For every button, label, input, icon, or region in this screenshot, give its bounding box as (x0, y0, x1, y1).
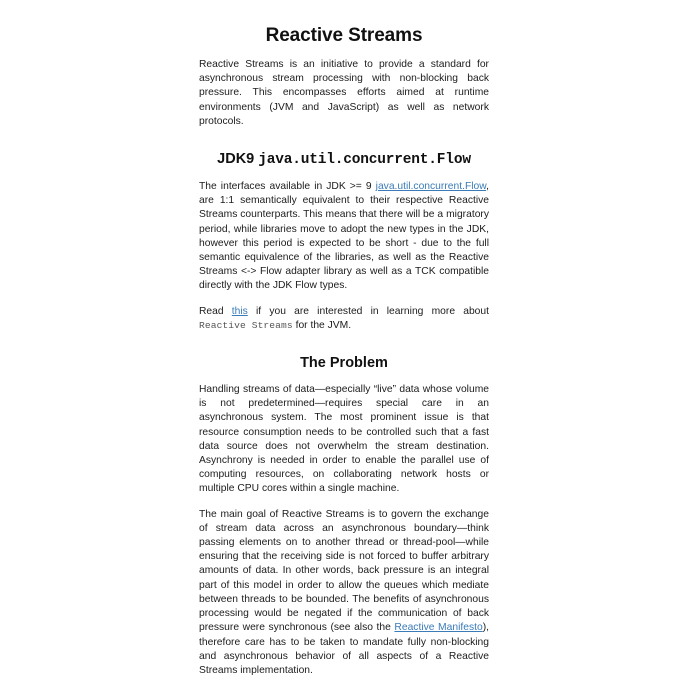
intro-paragraph: Reactive Streams is an initiative to provide a standard for asynchronous stream processing with non-blocking back pressure. This encompasses efforts aimed at runtime environments (JVM and JavaScript) as well as network protocols. (199, 59, 489, 127)
document-content-column (199, 0, 489, 678)
section-heading-mono-code: java.util.concurrent.Flow (258, 152, 471, 169)
read-more-part2: if you are interested in learning more about (247, 305, 489, 317)
inline-code-reactive-streams: Reactive Streams (199, 319, 293, 331)
problem-paragraph-2-part1: The main goal of Reactive Streams is to govern the exchange of stream data across an asynchronous boundary—think passing elements on to another thread or thread-pool—while ensuring that the receiving side is not forced to buffer arbitrary amounts of data. In other words, back pressure is an integral part of this model in order to allow the queues which mediate between threads to be bounded. The benefits of asynchronous processing would be negated if the communication of back pressure were synchronous (see also the (199, 508, 489, 634)
read-this-link[interactable]: this (231, 305, 248, 317)
read-more-paragraph (199, 294, 489, 333)
jdk9-paragraph (199, 170, 489, 294)
flow-api-link[interactable]: java.util.concurrent.Flow (375, 181, 487, 193)
section-heading-prefix: JDK9 (217, 151, 255, 168)
read-more-part1: Read (199, 305, 232, 317)
jdk9-paragraph-part1: The interfaces available in JDK >= 9 (199, 181, 376, 193)
problem-paragraph-2-part2: ), therefore care has to be taken to mandate fully non-blocking and asynchronous behavior of all aspects of a Reactive Streams implementation. (199, 622, 489, 676)
jdk9-paragraph-part2: , are 1:1 semantically equivalent to their respective Reactive Streams counterparts. This means that there will be a migratory period, while libraries move to adopt the new types in the JDK, however this period is expected to be short - due to the full semantic equivalence of the libraries, as well as the Reactive Streams <-> Flow adapter library as well as a TCK compatible directly with the JDK Flow types. (199, 181, 489, 292)
read-more-part3: for the JVM. (292, 319, 352, 331)
problem-paragraph-2 (199, 497, 489, 678)
section-heading-the-problem: The Problem (300, 355, 388, 372)
problem-paragraph-1: Handling streams of data—especially “live” data whose volume is not predetermined—requires special care in an asynchronous system. The most prominent issue is that resource consumption needs to be controlled such that a fast data source does not overwhelm the stream destination. Asynchrony is needed in order to enable the parallel use of computing resources, on collaborating network hosts or multiple CPU cores within a single machine. (199, 384, 489, 495)
reactive-manifesto-link[interactable]: Reactive Manifesto (394, 622, 483, 634)
page-title: Reactive Streams (265, 25, 423, 46)
section-heading-jdk9 (199, 129, 489, 170)
